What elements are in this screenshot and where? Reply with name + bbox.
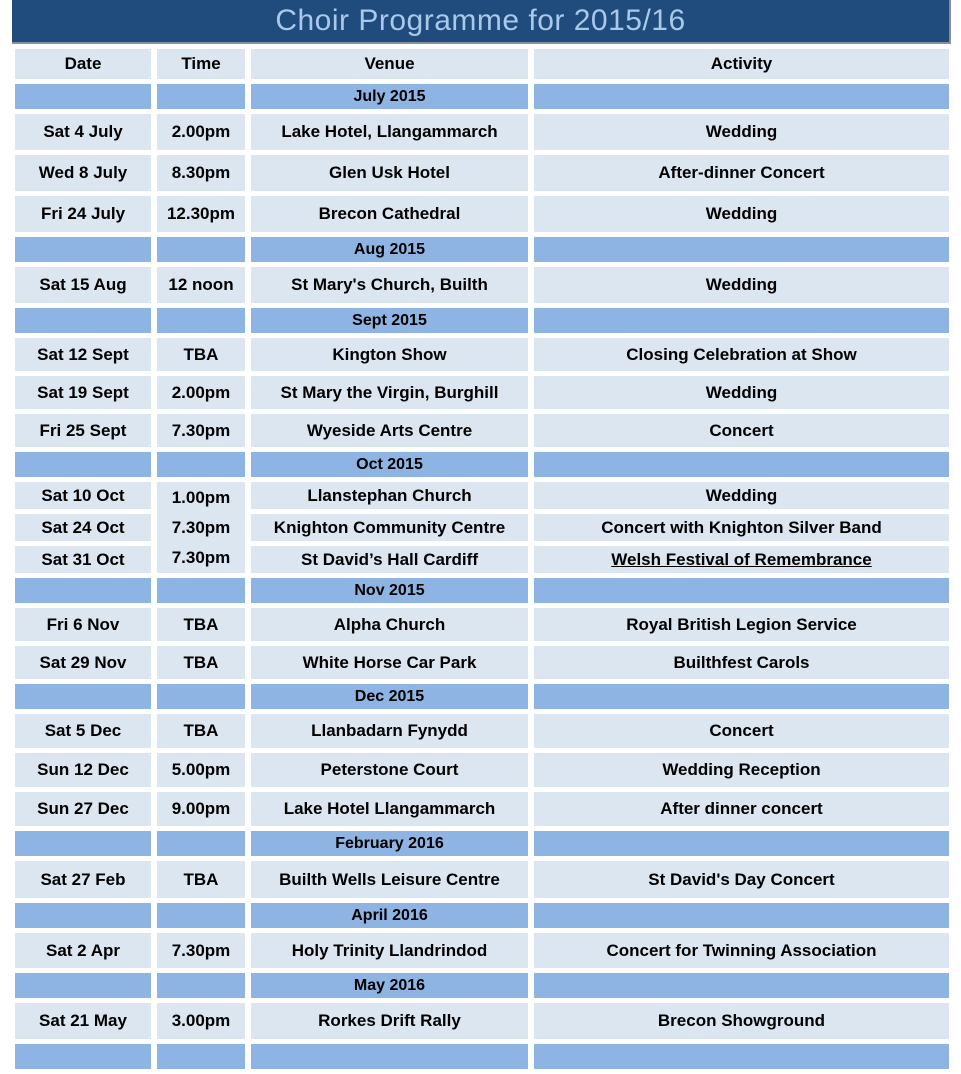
time-cell: TBA	[157, 646, 245, 679]
venue-cell: St Mary's Church, Builth	[251, 267, 528, 303]
date-cell: Sat 29 Nov	[15, 646, 151, 679]
activity-cell: After-dinner Concert	[534, 155, 949, 191]
table-row	[15, 338, 949, 371]
date-cell: Sat 5 Dec	[15, 714, 151, 748]
date-cell: Fri 25 Sept	[15, 414, 151, 447]
column-header-date: Date	[15, 49, 151, 79]
table-row	[15, 267, 949, 303]
time-cell: TBA	[157, 714, 245, 748]
month-activity-spacer	[534, 684, 949, 709]
month-label: February 2016	[251, 831, 528, 856]
activity-cell: Concert with Knighton Silver Band	[534, 514, 949, 541]
month-activity-spacer	[534, 973, 949, 998]
activity-cell: Closing Celebration at Show	[534, 338, 949, 371]
month-activity-spacer	[534, 831, 949, 856]
month-time-spacer	[157, 578, 245, 603]
table-row	[15, 376, 949, 409]
time-cell: 3.00pm	[157, 1003, 245, 1039]
month-time-spacer	[157, 684, 245, 709]
venue-cell: Holy Trinity Llandrindod	[251, 933, 528, 968]
month-date-spacer	[15, 578, 151, 603]
footer-time-spacer	[157, 1044, 245, 1069]
venue-cell: Alpha Church	[251, 608, 528, 641]
month-date-spacer	[15, 684, 151, 709]
month-time-spacer	[157, 903, 245, 928]
date-cell: Sat 21 May	[15, 1003, 151, 1039]
month-activity-spacer	[534, 578, 949, 603]
month-time-spacer	[157, 237, 245, 262]
month-row	[15, 84, 949, 109]
column-header-row	[15, 49, 949, 79]
venue-cell: Lake Hotel, Llangammarch	[251, 114, 528, 150]
month-row	[15, 903, 949, 928]
month-date-spacer	[15, 308, 151, 333]
time-cell-merged	[157, 482, 245, 573]
activity-cell: Wedding	[534, 482, 949, 509]
month-label: May 2016	[251, 973, 528, 998]
date-cell: Sat 10 Oct	[15, 482, 151, 509]
month-row	[15, 452, 949, 477]
table-row	[15, 714, 949, 748]
column-header-venue: Venue	[251, 49, 528, 79]
footer-empty-row	[15, 1044, 949, 1069]
venue-cell: St Mary the Virgin, Burghill	[251, 376, 528, 409]
activity-cell: Brecon Showground	[534, 1003, 949, 1039]
table-row	[15, 482, 949, 509]
table-row	[15, 414, 949, 447]
activity-cell: Concert	[534, 714, 949, 748]
date-cell: Wed 8 July	[15, 155, 151, 191]
date-cell: Sat 15 Aug	[15, 267, 151, 303]
month-label: July 2015	[251, 84, 528, 109]
month-date-spacer	[15, 452, 151, 477]
date-cell: Sun 27 Dec	[15, 792, 151, 826]
date-cell: Sat 19 Sept	[15, 376, 151, 409]
month-row	[15, 308, 949, 333]
time-cell: 12 noon	[157, 267, 245, 303]
month-time-spacer	[157, 831, 245, 856]
footer-date-spacer	[15, 1044, 151, 1069]
month-row	[15, 831, 949, 856]
footer-venue-spacer	[251, 1044, 528, 1069]
venue-cell: White Horse Car Park	[251, 646, 528, 679]
time-cell: 12.30pm	[157, 196, 245, 232]
month-date-spacer	[15, 84, 151, 109]
table-row	[15, 546, 949, 573]
footer-activity-spacer	[534, 1044, 949, 1069]
table-row	[15, 861, 949, 898]
time-cell: 2.00pm	[157, 114, 245, 150]
activity-cell: After dinner concert	[534, 792, 949, 826]
venue-cell: St David’s Hall Cardiff	[251, 546, 528, 573]
month-row	[15, 578, 949, 603]
table-row	[15, 933, 949, 968]
time-value: 7.30pm	[171, 517, 231, 537]
month-activity-spacer	[534, 84, 949, 109]
month-label: Nov 2015	[251, 578, 528, 603]
activity-cell: Concert	[534, 414, 949, 447]
venue-cell: Glen Usk Hotel	[251, 155, 528, 191]
activity-cell: Royal British Legion Service	[534, 608, 949, 641]
time-cell: 7.30pm	[157, 933, 245, 968]
month-time-spacer	[157, 84, 245, 109]
activity-cell: Concert for Twinning Association	[534, 933, 949, 968]
activity-cell: Wedding	[534, 196, 949, 232]
date-cell: Sat 31 Oct	[15, 546, 151, 573]
month-label: Sept 2015	[251, 308, 528, 333]
month-activity-spacer	[534, 237, 949, 262]
date-cell: Sun 12 Dec	[15, 753, 151, 787]
table-row	[15, 514, 949, 541]
venue-cell: Builth Wells Leisure Centre	[251, 861, 528, 898]
time-cell: 8.30pm	[157, 155, 245, 191]
column-header-activity: Activity	[534, 49, 949, 79]
programme-table	[9, 44, 955, 1074]
activity-cell: Welsh Festival of Remembrance	[534, 546, 949, 573]
month-time-spacer	[157, 973, 245, 998]
date-cell: Sat 12 Sept	[15, 338, 151, 371]
venue-cell: Llanstephan Church	[251, 482, 528, 509]
venue-cell: Peterstone Court	[251, 753, 528, 787]
date-cell: Sat 4 July	[15, 114, 151, 150]
time-cell: 5.00pm	[157, 753, 245, 787]
month-activity-spacer	[534, 452, 949, 477]
time-cell: TBA	[157, 608, 245, 641]
time-value: 7.30pm	[171, 547, 231, 567]
month-date-spacer	[15, 237, 151, 262]
venue-cell: Wyeside Arts Centre	[251, 414, 528, 447]
month-label: Dec 2015	[251, 684, 528, 709]
time-cell: TBA	[157, 861, 245, 898]
time-value: 1.00pm	[171, 487, 231, 507]
table-row	[15, 1003, 949, 1039]
date-cell: Sat 2 Apr	[15, 933, 151, 968]
activity-cell: Builthfest Carols	[534, 646, 949, 679]
month-date-spacer	[15, 831, 151, 856]
date-cell: Sat 27 Feb	[15, 861, 151, 898]
table-row	[15, 792, 949, 826]
date-cell: Sat 24 Oct	[15, 514, 151, 541]
month-row	[15, 237, 949, 262]
venue-cell: Rorkes Drift Rally	[251, 1003, 528, 1039]
activity-cell: Wedding Reception	[534, 753, 949, 787]
table-row	[15, 646, 949, 679]
venue-cell: Llanbadarn Fynydd	[251, 714, 528, 748]
time-cell: 7.30pm	[157, 414, 245, 447]
month-time-spacer	[157, 308, 245, 333]
month-label: Aug 2015	[251, 237, 528, 262]
table-row	[15, 608, 949, 641]
table-row	[15, 114, 949, 150]
activity-cell: St David's Day Concert	[534, 861, 949, 898]
venue-cell: Lake Hotel Llangammarch	[251, 792, 528, 826]
venue-cell: Kington Show	[251, 338, 528, 371]
activity-cell: Wedding	[534, 267, 949, 303]
time-cell: 9.00pm	[157, 792, 245, 826]
venue-cell: Brecon Cathedral	[251, 196, 528, 232]
month-time-spacer	[157, 452, 245, 477]
date-cell: Fri 24 July	[15, 196, 151, 232]
month-label: Oct 2015	[251, 452, 528, 477]
month-date-spacer	[15, 973, 151, 998]
table-row	[15, 155, 949, 191]
month-activity-spacer	[534, 903, 949, 928]
month-label: April 2016	[251, 903, 528, 928]
table-row	[15, 753, 949, 787]
date-cell: Fri 6 Nov	[15, 608, 151, 641]
time-cell: 2.00pm	[157, 376, 245, 409]
column-header-time: Time	[157, 49, 245, 79]
venue-cell: Knighton Community Centre	[251, 514, 528, 541]
page-title-bar	[12, 0, 951, 44]
month-row	[15, 684, 949, 709]
time-cell: TBA	[157, 338, 245, 371]
month-row	[15, 973, 949, 998]
month-activity-spacer	[534, 308, 949, 333]
page-title: Choir Programme for 2015/16	[275, 4, 686, 37]
month-date-spacer	[15, 903, 151, 928]
activity-cell: Wedding	[534, 114, 949, 150]
activity-cell: Wedding	[534, 376, 949, 409]
table-row	[15, 196, 949, 232]
